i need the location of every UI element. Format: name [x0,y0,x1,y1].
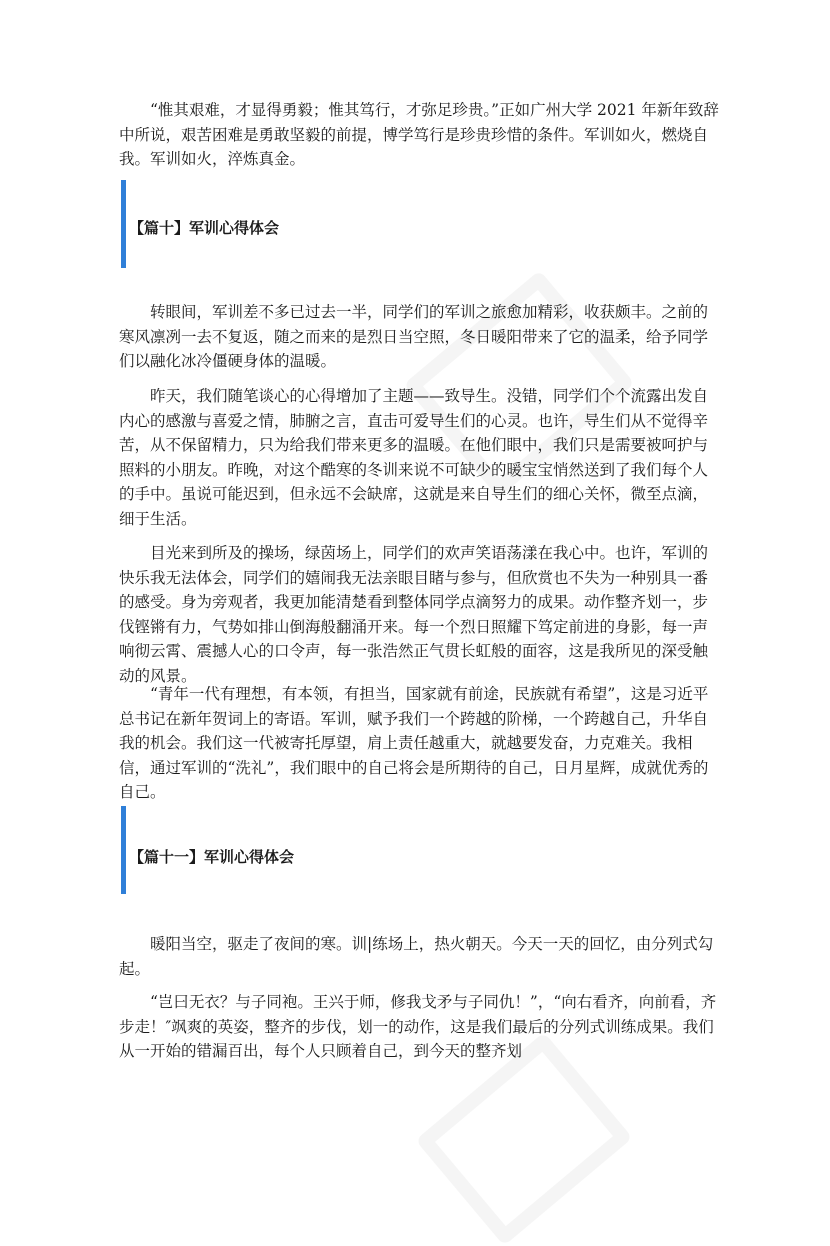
section10-paragraph-2: 昨天，我们随笔谈心的心得增加了主题——致导生。没错，同学们个个流露出发自内心的感激与喜爱之情，肺腑之言，直击可爱导生们的心灵。也许，导生们从不觉得辛苦，从不保留精力，只为给我们带来更多的温暖。在他们眼中，我们只是需要被呵护与照料的小朋友。昨晚，对这个酷寒的冬训来说不可缺少的暖宝宝悄然送到了我们每个人的手中。虽说可能迟到，但永远不会缺席，这就是来自导生们的细心关怀，微至点滴，细于生活。 [119,387,709,528]
section11-heading: 【篇十一】军训心得体会 [129,848,295,866]
section10-heading-block [121,180,721,268]
section10-paragraph-4: “青年一代有理想，有本领，有担当，国家就有前途，民族就有希望”，这是习近平总书记在新年贺词上的寄语。军训，赋予我们一个跨越的阶梯，一个跨越自己，升华自我的机会。我们这一代被寄托厚望，肩上责任越重大，就越要发奋，力克难关。我相信，通过军训的“洗礼”，我们眼中的自己将会是所期待的自己，日月星辉，成就优秀的自己。 [119,685,709,801]
intro-paragraph [119,98,723,172]
watermark-shape [415,1032,632,1246]
intro-paragraph-text: “惟其艰难，才显得勇毅；惟其笃行，才弥足珍贵。”正如广州大学 2021 年新年致辞中所说，艰苦困难是勇敢坚毅的前提，博学笃行是珍贵珍惜的条件。军训如火，燃烧自我。军训如火，淬炼真金。 [119,101,719,168]
section10-heading: 【篇十】军训心得体会 [129,219,280,237]
section10-paragraph-3: 目光来到所及的操场，绿茵场上，同学们的欢声笑语荡漾在我心中。也许，军训的快乐我无法体会，同学们的嬉闹我无法亲眼目睹与参与，但欣赏也不失为一种别具一番的感受。身为旁观者，我更加能清楚看到整体同学点滴努力的成果。动作整齐划一，步伐铿锵有力，气势如排山倒海般翻涌开来。每一个烈日照耀下笃定前进的身影，每一声响彻云霄、震撼人心的口令声，每一张浩然正气贯长虹般的面容，这是我所见的深受触动的风景。 [119,544,709,685]
section11-paragraph-2: “岂曰无衣？与子同袍。王兴于师，修我戈矛与子同仇！”，“向右看齐，向前看，齐步走！″飒爽的英姿，整齐的步伐，划一的动作，这是我们最后的分列式训练成果。我们从一开始的错漏百出，每个人只顾着自己，到今天的整齐划 [119,993,717,1060]
section11-paragraph-1: 暖阳当空，驱走了夜间的寒。训|练场上，热火朝天。今天一天的回忆，由分列式勾起。 [119,935,714,978]
heading-accent-bar [121,180,126,268]
heading-accent-bar [121,806,126,894]
section11-heading-block [121,806,721,894]
section10-paragraph-1: 转眼间，军训差不多已过去一半，同学们的军训之旅愈加精彩，收获颇丰。之前的寒风凛冽一去不复返，随之而来的是烈日当空照，冬日暖阳带来了它的温柔，给予同学们以融化冰冷僵硬身体的温暖。 [119,303,709,370]
